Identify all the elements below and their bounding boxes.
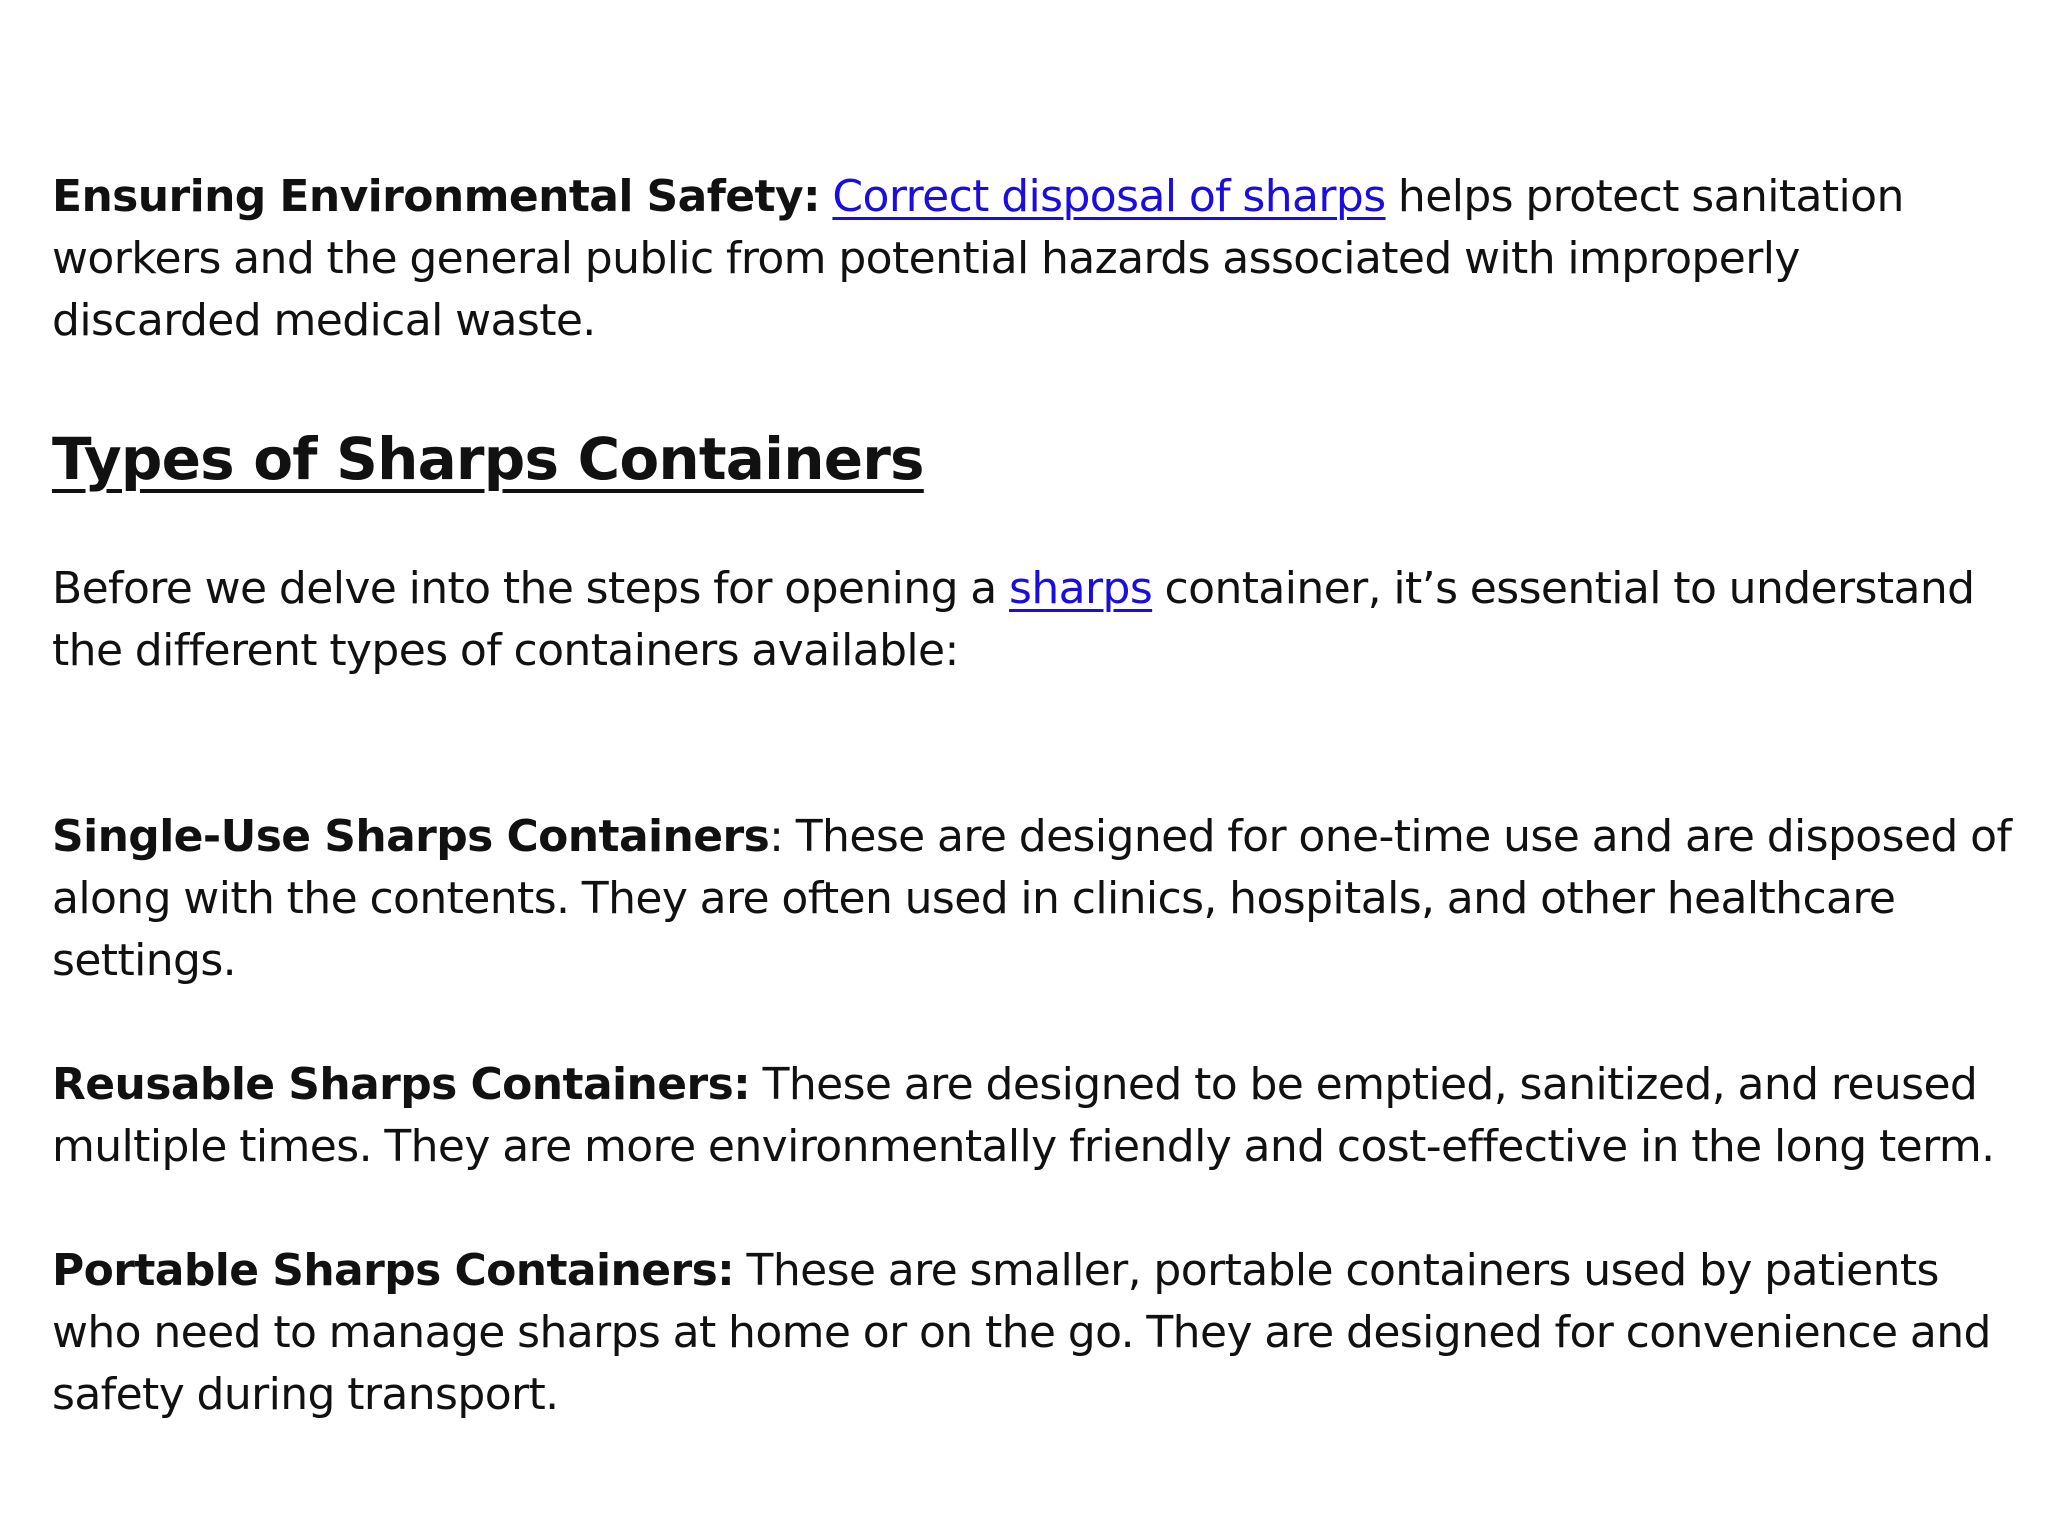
reusable-paragraph: [52, 1054, 2012, 1178]
heading-wrapper: [52, 424, 2012, 494]
single-use-label: Single-Use Sharps Containers: [52, 811, 770, 862]
portable-paragraph: [52, 1240, 2012, 1426]
environmental-safety-label: Ensuring Environmental Safety:: [52, 171, 821, 222]
portable-text: These are smaller, portable containers used by patients who need to manage sharps at home or on the go. They are designed for convenience and safety during transport.: [52, 1245, 1991, 1420]
environmental-safety-text: helps protect sanitation workers and the general public from potential hazards associated with improperly discarded medical waste.: [52, 171, 1904, 346]
correct-disposal-link[interactable]: Correct disposal of sharps: [832, 171, 1386, 222]
portable-label: Portable Sharps Containers:: [52, 1245, 735, 1296]
reusable-label: Reusable Sharps Containers:: [52, 1059, 751, 1110]
intro-text-after: container, it’s essential to understand the different types of containers available:: [52, 563, 1975, 676]
reusable-text: These are designed to be emptied, sanitized, and reused multiple times. They are more environmentally friendly and cost-effective in the long term.: [52, 1059, 1995, 1172]
single-use-paragraph: [52, 806, 2012, 992]
section-heading: Types of Sharps Containers: [52, 425, 924, 493]
sharps-link[interactable]: sharps: [1009, 563, 1153, 614]
single-use-text: : These are designed for one-time use and are disposed of along with the contents. They are often used in clinics, hospitals, and other healthcare settings.: [52, 811, 2012, 986]
environmental-safety-paragraph: [52, 166, 2012, 352]
intro-paragraph: [52, 558, 2012, 682]
intro-text-before: Before we delve into the steps for opening a: [52, 563, 1010, 614]
